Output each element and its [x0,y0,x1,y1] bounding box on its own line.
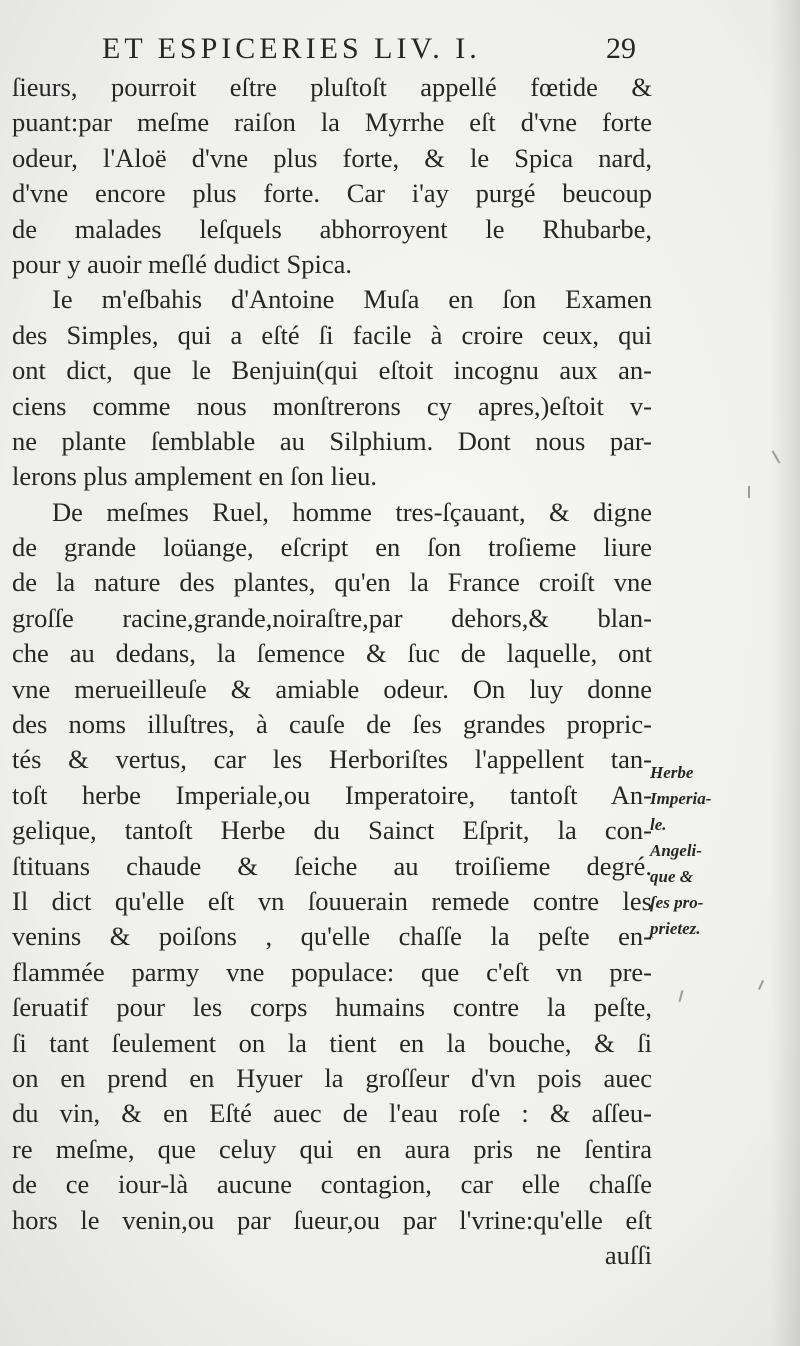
marginal-note-line: Angeli- [650,841,702,860]
text-line: groſſe racine,grande,noiraſtre,par dehors,& blan- [12,602,652,633]
text-line: venins & poiſons , qu'elle chaſſe la peſte en- [12,921,652,952]
marginal-note-line: Imperia- [650,789,712,808]
text-line: re meſme, que celuy qui en aura pris ne ſentira [12,1133,652,1164]
text-line: gelique, tantoſt Herbe du Sainct Eſprit, la con- [12,815,652,846]
text-line: hors le venin,ou par ſueur,ou par l'vrine:qu'elle eſt [12,1204,652,1235]
marginal-note-line: Herbe [650,763,694,782]
text-line: ſi tant ſeulement on la tient en la bouche, & ſi [12,1027,652,1058]
text-line: vne merueilleuſe & amiable odeur. On luy donne [12,673,652,704]
text-line: che au dedans, la ſemence & ſuc de laquelle, ont [12,638,652,669]
text-line: ſeruatif pour les corps humains contre la peſte, [12,992,652,1023]
paper-speck [678,990,683,1002]
marginal-note-line: prietez. [650,919,701,938]
text-line: ne plante ſemblable au Silphium. Dont nous par- [12,425,652,456]
page-number: 29 [606,32,636,65]
text-line: d'vne encore plus forte. Car i'ay purgé beucoup [12,178,652,209]
text-line: odeur, l'Aloë d'vne plus forte, & le Spica nard, [12,142,652,173]
text-line: de malades leſquels abhorroyent le Rhubarbe, [12,213,652,244]
text-line: tés & vertus, car les Herboriſtes l'appellent tan- [12,744,652,775]
text-line: de ce iour-là aucune contagion, car elle chaſſe [12,1169,652,1200]
catchword: auſſi [604,1239,652,1270]
text-line: toſt herbe Imperiale,ou Imperatoire, tantoſt An- [12,779,652,810]
text-line: ont dict, que le Benjuin(qui eſtoit incognu aux an- [12,355,652,386]
text-line: pour y auoir meſlé dudict Spica. [12,248,352,279]
text-line: de grande loüange, eſcript en ſon troſieme liure [12,532,652,563]
marginal-note-line: que & [650,867,693,886]
text-line: des Simples, qui a eſté ſi facile à croire ceux, qui [12,319,652,350]
paper-speck [758,980,764,990]
marginal-note-line: le. [650,815,667,834]
marginal-note-line: ſes pro- [650,893,704,912]
paragraph-start-line: De meſmes Ruel, homme tres-ſçauant, & digne [52,496,652,527]
paragraph-start-line: Ie m'eſbahis d'Antoine Muſa en ſon Examen [52,284,652,315]
body-text [12,70,652,1273]
text-line: flammée parmy vne populace: que c'eſt vn pre- [12,956,652,987]
text-line: ciens comme nous monſtrerons cy apres,)eſtoit v- [12,390,652,421]
text-line: des noms illuſtres, à cauſe de ſes grandes propric- [12,709,652,740]
marginal-note [650,760,730,942]
text-line: on en prend en Hyuer la groſſeur d'vn pois auec [12,1062,652,1093]
text-line: puant:par meſme raiſon la Myrrhe eſt d'vne forte [12,107,652,138]
running-title: ET ESPICERIES LIV. I. [102,32,481,65]
text-line: du vin, & en Eſté auec de l'eau roſe : & aſſeu- [12,1098,652,1129]
page-header [96,32,636,72]
paper-speck [748,486,750,498]
text-line: ſieurs, pourroit eſtre pluſtoſt appellé fœtide & [12,72,652,102]
text-line: lerons plus amplement en ſon lieu. [12,461,378,492]
text-line: de la nature des plantes, qu'en la France croiſt vne [12,567,652,598]
text-line: Il dict qu'elle eſt vn ſouuerain remede contre les [12,885,652,916]
page-edge-shadow [770,0,800,1346]
text-line: ſtituans chaude & ſeiche au troiſieme degré. [12,850,652,881]
